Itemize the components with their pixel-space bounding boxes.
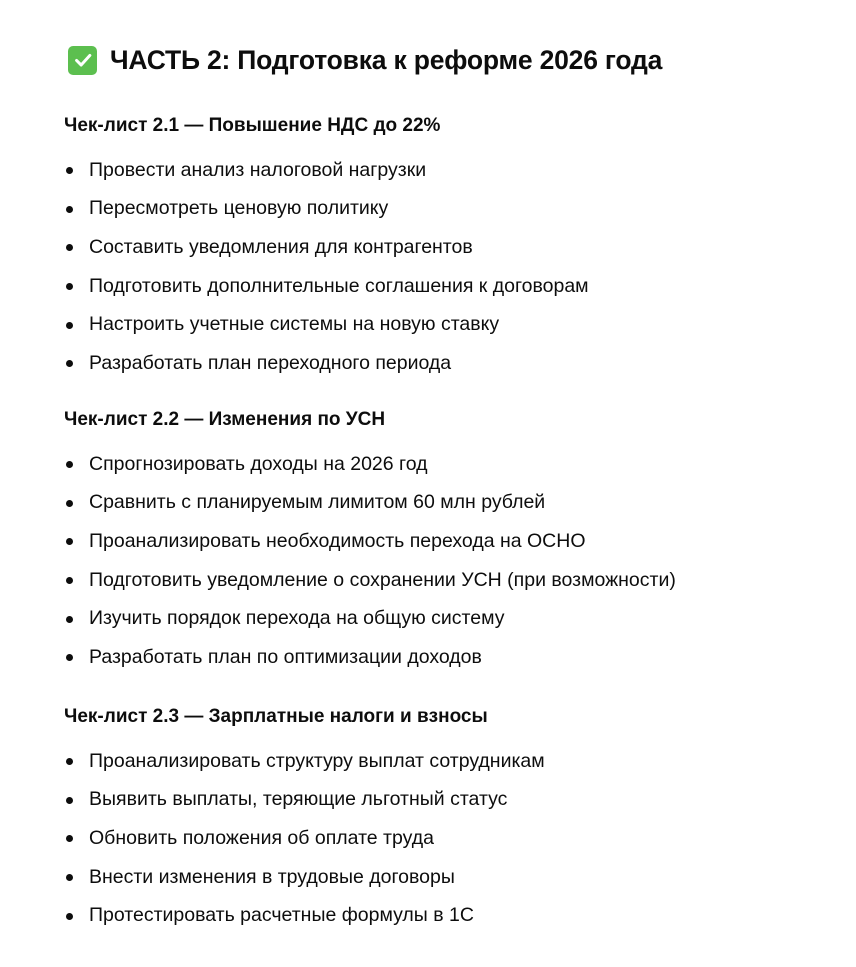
list-item [64, 561, 844, 600]
list-item-text: Проанализировать структуру выплат сотрудникам [89, 749, 545, 772]
list-item [64, 522, 844, 561]
list-item-text: Выявить выплаты, теряющие льготный статус [89, 788, 508, 811]
list-item [64, 305, 844, 344]
list-item-text: Разработать план по оптимизации доходов [89, 645, 482, 668]
bullet-icon [66, 577, 73, 584]
list-item-text: Спрогнозировать доходы на 2026 год [89, 452, 428, 475]
bullet-icon [66, 461, 73, 468]
bullet-icon [66, 913, 73, 920]
list-item [64, 858, 844, 897]
list-item [64, 484, 844, 523]
list-item [64, 742, 844, 781]
list-item [64, 190, 844, 229]
list-item-text: Подготовить дополнительные соглашения к договорам [89, 274, 589, 297]
bullet-icon [66, 538, 73, 545]
list-item-text: Сравнить с планируемым лимитом 60 млн рублей [89, 491, 546, 514]
list-item-text: Провести анализ налоговой нагрузки [89, 158, 427, 181]
list-item [64, 445, 844, 484]
list-item-text: Протестировать расчетные формулы в 1С [89, 904, 474, 927]
checklist [64, 445, 844, 677]
bullet-icon [66, 758, 73, 765]
list-item [64, 151, 844, 190]
list-item-text: Проанализировать необходимость перехода на ОСНО [89, 529, 586, 552]
list-item-text: Разработать план переходного периода [89, 351, 452, 374]
bullet-icon [66, 360, 73, 367]
checklist-section [64, 406, 844, 677]
list-item-text: Пересмотреть ценовую политику [89, 197, 389, 220]
check-mark-button-icon [68, 46, 97, 75]
list-item [64, 896, 844, 935]
list-item-text: Составить уведомления для контрагентов [89, 235, 473, 258]
list-item [64, 228, 844, 267]
section-heading: Чек-лист 2.1 — Повышение НДС до 22% [64, 115, 441, 136]
bullet-icon [66, 283, 73, 290]
list-item [64, 781, 844, 820]
bullet-icon [66, 322, 73, 329]
page-title: ЧАСТЬ 2: Подготовка к реформе 2026 года [110, 44, 663, 75]
list-item-text: Обновить положения об оплате труда [89, 826, 434, 849]
list-item [64, 344, 844, 383]
bullet-icon [66, 654, 73, 661]
list-item-text: Настроить учетные системы на новую ставку [89, 313, 500, 336]
bullet-icon [66, 167, 73, 174]
bullet-icon [66, 874, 73, 881]
list-item-text: Подготовить уведомление о сохранении УСН (при возможности) [89, 568, 676, 591]
checklist [64, 742, 844, 935]
list-item [64, 638, 844, 677]
section-heading: Чек-лист 2.2 — Изменения по УСН [64, 409, 386, 430]
part-title-row [68, 40, 662, 80]
section-heading: Чек-лист 2.3 — Зарплатные налоги и взносы [64, 706, 488, 727]
checklist [64, 151, 844, 383]
checklist-section [64, 112, 844, 383]
bullet-icon [66, 500, 73, 507]
bullet-icon [66, 616, 73, 623]
list-item-text: Изучить порядок перехода на общую систему [89, 607, 505, 630]
bullet-icon [66, 244, 73, 251]
list-item-text: Внести изменения в трудовые договоры [89, 865, 455, 888]
bullet-icon [66, 206, 73, 213]
bullet-icon [66, 797, 73, 804]
list-item [64, 819, 844, 858]
list-item [64, 599, 844, 638]
list-item [64, 267, 844, 306]
checklist-section [64, 703, 844, 935]
bullet-icon [66, 835, 73, 842]
